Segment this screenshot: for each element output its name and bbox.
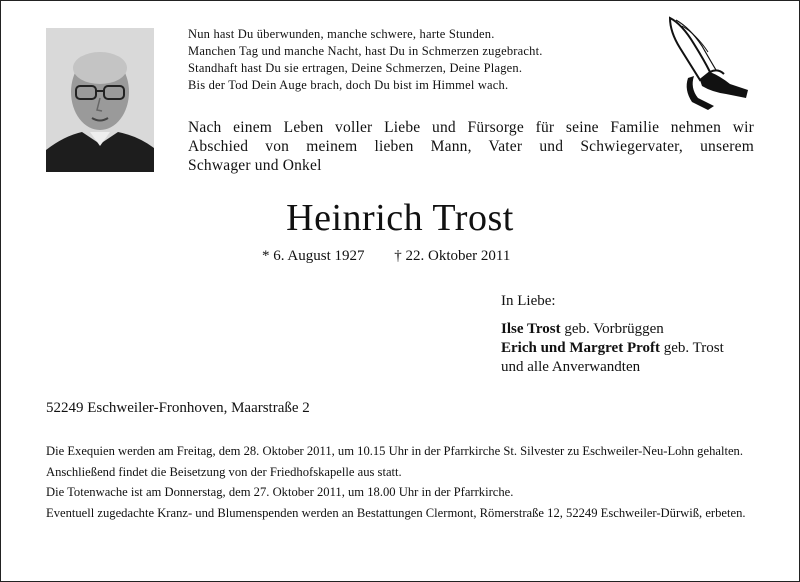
mourner-line: [501, 339, 724, 358]
intro-line: Abschied von meinem lieben Mann, Vater und Schwiegervater, unserem: [188, 138, 754, 155]
intro-line: Schwager und Onkel: [188, 157, 322, 174]
note-paragraph: Die Totenwache ist am Donnerstag, dem 27. Oktober 2011, um 18.00 Uhr in der Pfarrkirche.: [46, 485, 514, 499]
mourner-name: Erich und Margret Proft: [501, 340, 661, 356]
mourner-detail: geb. Trost: [660, 340, 724, 356]
mourners-heading: In Liebe:: [501, 293, 556, 309]
mourner-detail: geb. Vorbrüggen: [560, 321, 664, 337]
death-date: † 22. Oktober 2011: [394, 248, 511, 264]
address: 52249 Eschweiler-Fronhoven, Maarstraße 2: [46, 400, 310, 416]
service-notes: [46, 444, 752, 526]
intro-text: [188, 118, 754, 175]
poem-line: Manchen Tag und manche Nacht, hast Du in Schmerzen zugebracht.: [188, 44, 543, 58]
mourner-line: und alle Anverwandten: [501, 359, 641, 375]
intro-line: Nach einem Leben voller Liebe und Fürsorge für seine Familie nehmen wir: [188, 119, 754, 136]
mourner-line: [501, 320, 724, 339]
birth-date: * 6. August 1927: [262, 248, 365, 264]
poem-line: Standhaft hast Du sie ertragen, Deine Schmerzen, Deine Plagen.: [188, 61, 523, 75]
mourner-name: Ilse Trost: [501, 321, 561, 337]
life-dates: [262, 248, 536, 265]
deceased-name: Heinrich Trost: [286, 197, 514, 239]
note-paragraph: Anschließend findet die Beisetzung von der Friedhofskapelle aus statt.: [46, 464, 402, 479]
note-paragraph: Eventuell zugedachte Kranz- und Blumenspenden werden an Bestattungen Clermont, Römerstraße 12, 52249 Eschweiler-Dürwiß, erbeten.: [46, 505, 746, 520]
praying-hands-icon: [660, 14, 750, 112]
poem-line: Nun hast Du überwunden, manche schwere, harte Stunden.: [188, 27, 495, 41]
note-paragraph: Die Exequien werden am Freitag, dem 28. Oktober 2011, um 10.15 Uhr in der Pfarrkirche St. Silvester zu Eschweiler-Neu-Lohn gehalten.: [46, 444, 743, 458]
portrait-photo: [46, 28, 154, 172]
mourners: [501, 292, 724, 377]
poem-line: Bis der Tod Dein Auge brach, doch Du bist im Himmel wach.: [188, 78, 509, 92]
poem: [188, 26, 543, 94]
